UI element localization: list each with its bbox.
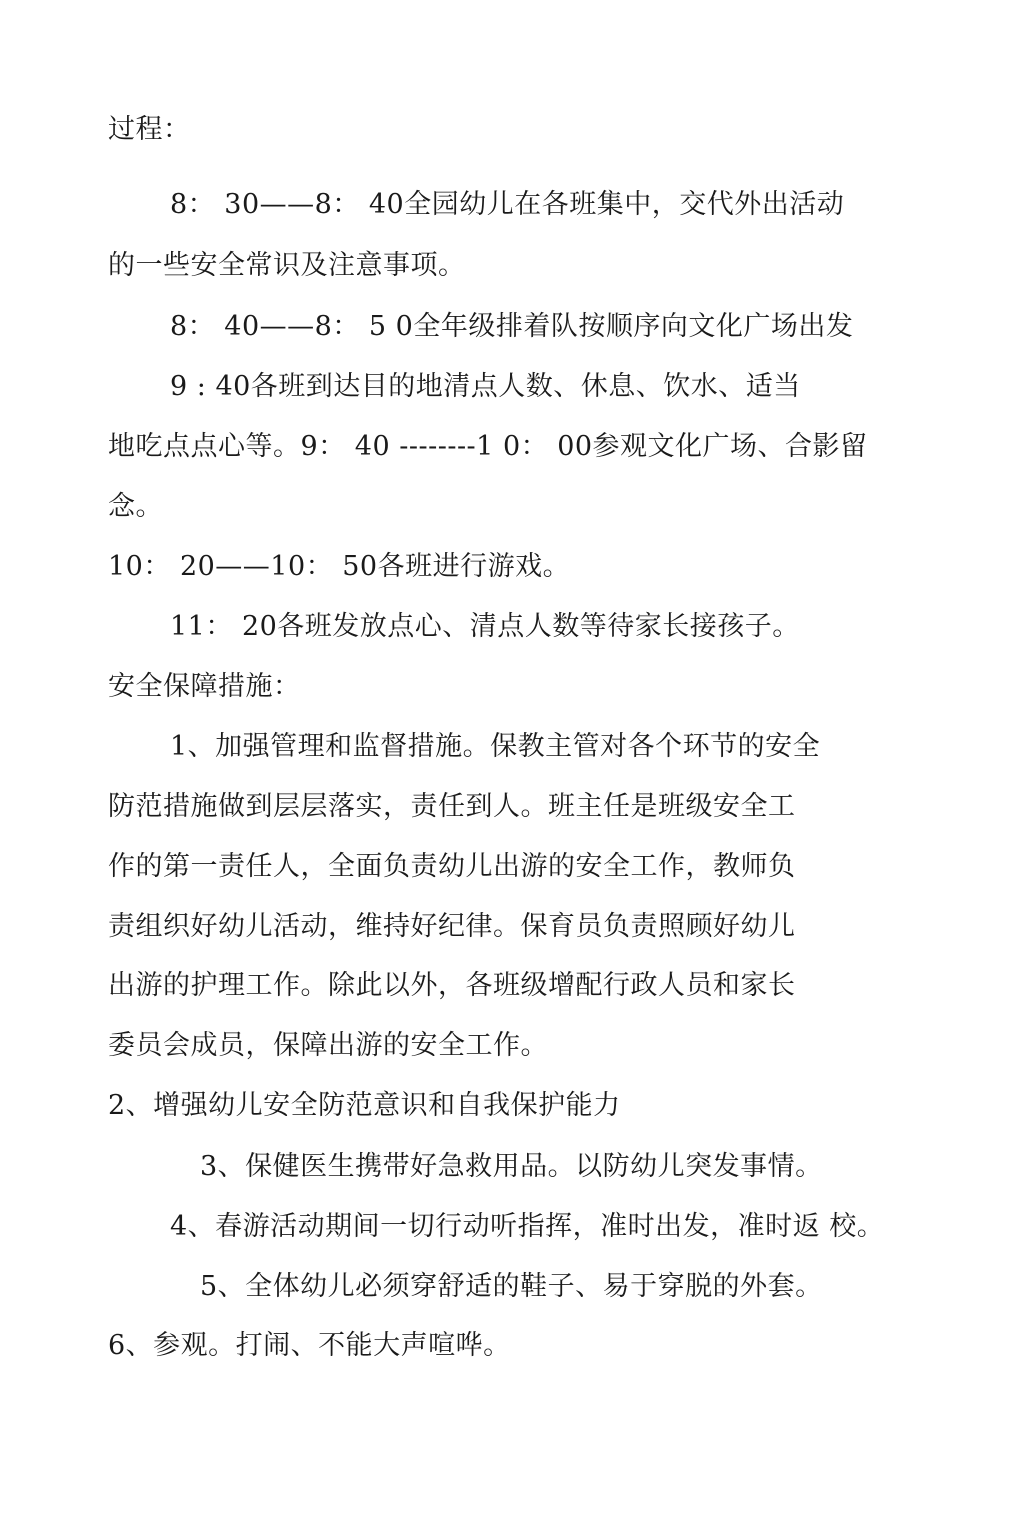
safety-item-1-cont-1: 防范措施做到层层落实，责任到人。班主任是班级安全工: [108, 791, 796, 822]
schedule-line-2: 8： 40——8： 5 0全年级排着队按顺序向文化广场出发: [170, 311, 854, 342]
schedule-line-1: 8： 30——8： 40全园幼儿在各班集中，交代外出活动: [170, 189, 845, 220]
schedule-line-5: 11： 20各班发放点心、清点人数等待家长接孩子。: [170, 611, 800, 642]
safety-item-1: 1、加强管理和监督措施。保教主管对各个环节的安全: [170, 731, 821, 762]
safety-item-4: 4、春游活动期间一切行动听指挥，准时出发，准时返 校。: [170, 1211, 885, 1242]
schedule-line-3: 9 : 40各班到达目的地清点人数、休息、饮水、适当: [170, 371, 801, 402]
schedule-line-1-cont: 的一些安全常识及注意事项。: [108, 250, 466, 281]
process-heading: 过程：: [108, 114, 191, 145]
safety-item-6: 6、参观。打闹、不能大声喧哗。: [108, 1330, 511, 1361]
safety-item-2: 2、增强幼儿安全防范意识和自我保护能力: [108, 1090, 621, 1121]
safety-item-3: 3、保健医生携带好急救用品。以防幼儿突发事情。: [200, 1151, 823, 1182]
schedule-line-3-end: 念。: [108, 491, 163, 522]
schedule-line-4: 10： 20——10： 50各班进行游戏。: [108, 551, 571, 582]
safety-item-1-cont-2: 作的第一责任人，全面负责幼儿出游的安全工作，教师负: [108, 851, 796, 882]
schedule-line-3-cont: 地吃点点心等。9： 40 --------1 0： 00参观文化广场、合影留: [108, 431, 868, 462]
safety-heading: 安全保障措施：: [108, 671, 301, 702]
safety-item-1-cont-4: 出游的护理工作。除此以外，各班级增配行政人员和家长: [108, 970, 796, 1001]
safety-item-1-cont-3: 责组织好幼儿活动，维持好纪律。保育员负责照顾好幼儿: [108, 911, 796, 942]
safety-item-5: 5、全体幼儿必须穿舒适的鞋子、易于穿脱的外套。: [200, 1271, 823, 1302]
safety-item-1-cont-5: 委员会成员，保障出游的安全工作。: [108, 1030, 548, 1061]
